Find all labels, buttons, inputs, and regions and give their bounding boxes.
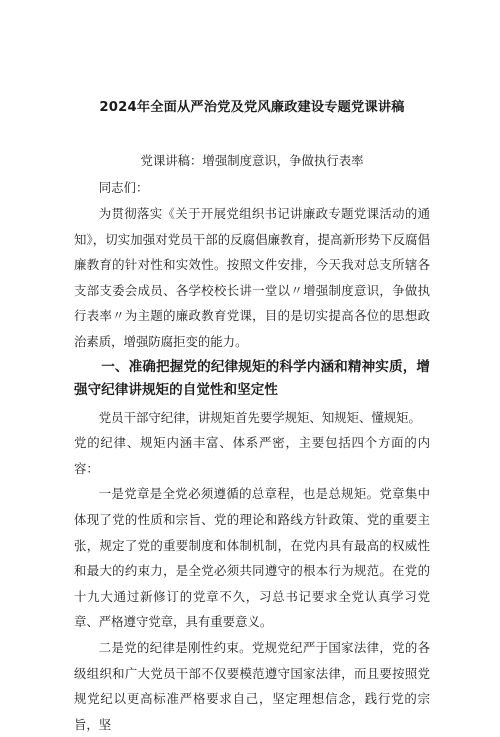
- paragraph-4: 二是党的纪律是刚性约束。党规党纪严于国家法律，党的各级组织和广大党员干部不仅要模范遵守国家法律，而且要按照党规党纪以更高标准严格要求自己，坚定理想信念，践行党的宗旨，坚: [74, 639, 430, 732]
- paragraph-intro: 为贯彻落实《关于开展党组织书记讲廉政专题党课活动的通知》，切实加强对党员干部的反腐倡廉教育，提高新形势下反腐倡廉教育的针对性和实效性。按照文件安排，今天我对总支所辖各支部支委会成员、各学校校长讲一堂以〃增强制度意识，争做执行表率〃为主题的廉政教育党课，目的是切实提高各位的思想政治素质，增强防腐拒变的能力。: [74, 206, 430, 349]
- paragraph-3: 一是党章是全党必须遵循的总章程，也是总规矩。党章集中体现了党的性质和宗旨、党的理论和路线方针政策、党的重要主张，规定了党的重要制度和体制机制，在党内具有最高的权威性和最大的约束力，是全党必须共同遵守的根本行为规范。在党的十九大通过新修订的党章不久，习总书记要求全党认真学习党章、严格遵守党章，具有重要意义。: [74, 486, 430, 630]
- section-heading-1: 一、准确把握党的纪律规矩的科学内涵和精神实质，增强守纪律讲规矩的自觉性和坚定性: [74, 358, 430, 398]
- document-title: 2024年全面从严治党及党风廉政建设专题党课讲稿: [99, 100, 405, 115]
- salutation: 同志们：: [98, 180, 149, 195]
- document-subtitle: 党课讲稿：增强制度意识，争做执行表率: [140, 153, 364, 168]
- paragraph-1: 党员干部守纪律，讲规矩首先要学规矩、知规矩、懂规矩。: [98, 409, 421, 425]
- paragraph-2: 党的纪律、规矩内涵丰富、体系严密，主要包括四个方面的内容：: [74, 435, 430, 476]
